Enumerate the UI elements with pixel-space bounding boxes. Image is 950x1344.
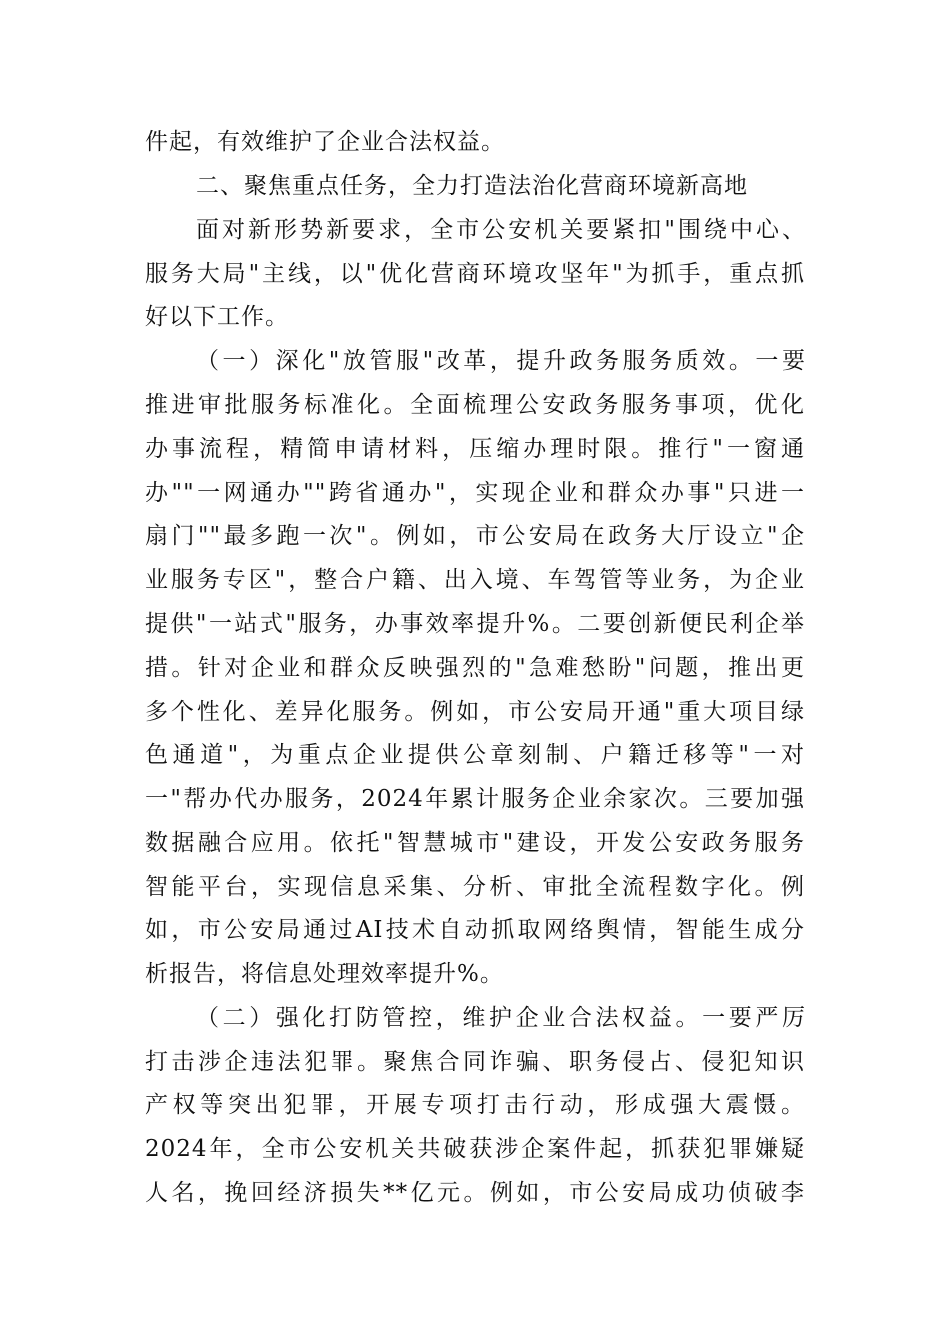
text-line: 智能平台，实现信息采集、分析、审批全流程数字化。例 [145,874,805,900]
subsection-heading-line: （一）深化"放管服"改革，提升政务服务质效。一要 [196,348,806,374]
text-line: 业服务专区"，整合户籍、出入境、车驾管等业务，为企业 [145,567,805,593]
text-line: 提供"一站式"服务，办事效率提升%。二要创新便民利企举 [145,611,805,637]
section-heading: 二、聚焦重点任务，全力打造法治化营商环境新高地 [196,173,748,199]
text-line: 好以下工作。 [145,304,289,330]
text-line: 人名，挽回经济损失**亿元。例如，市公安局成功侦破李 [145,1180,805,1206]
text-line: 多个性化、差异化服务。例如，市公安局开通"重大项目绿 [145,699,805,725]
text-line: 服务大局"主线，以"优化营商环境攻坚年"为抓手，重点抓 [145,261,805,287]
text-line: 数据融合应用。依托"智慧城市"建设，开发公安政务服务 [145,830,805,856]
text-line: 扇门""最多跑一次"。例如，市公安局在政务大厅设立"企 [145,523,805,549]
text-line: 色通道"，为重点企业提供公章刻制、户籍迁移等"一对 [145,742,805,768]
text-line: 推进审批服务标准化。全面梳理公安政务服务事项，优化 [145,392,805,418]
text-line: 措。针对企业和群众反映强烈的"急难愁盼"问题，推出更 [145,655,805,681]
subsection-heading-line: （二）强化打防管控，维护企业合法权益。一要严厉 [196,1005,806,1031]
text-line: 面对新形势新要求，全市公安机关要紧扣"围绕中心、 [196,217,806,243]
text-line: 2024年，全市公安机关共破获涉企案件起，抓获犯罪嫌疑 [145,1136,805,1162]
text-line: 析报告，将信息处理效率提升%。 [145,961,504,987]
text-line: 产权等突出犯罪，开展专项打击行动，形成强大震慑。 [145,1092,805,1118]
text-line: 办事流程，精简申请材料，压缩办理时限。推行"一窗通 [145,436,805,462]
text-line: 打击涉企违法犯罪。聚焦合同诈骗、职务侵占、侵犯知识 [145,1049,805,1075]
text-line: 一"帮办代办服务，2024年累计服务企业余家次。三要加强 [145,786,805,812]
text-line: 如，市公安局通过AI技术自动抓取网络舆情，智能生成分 [145,917,805,943]
text-line: 办""一网通办""跨省通办"，实现企业和群众办事"只进一 [145,480,805,506]
text-line: 件起，有效维护了企业合法权益。 [145,129,505,155]
